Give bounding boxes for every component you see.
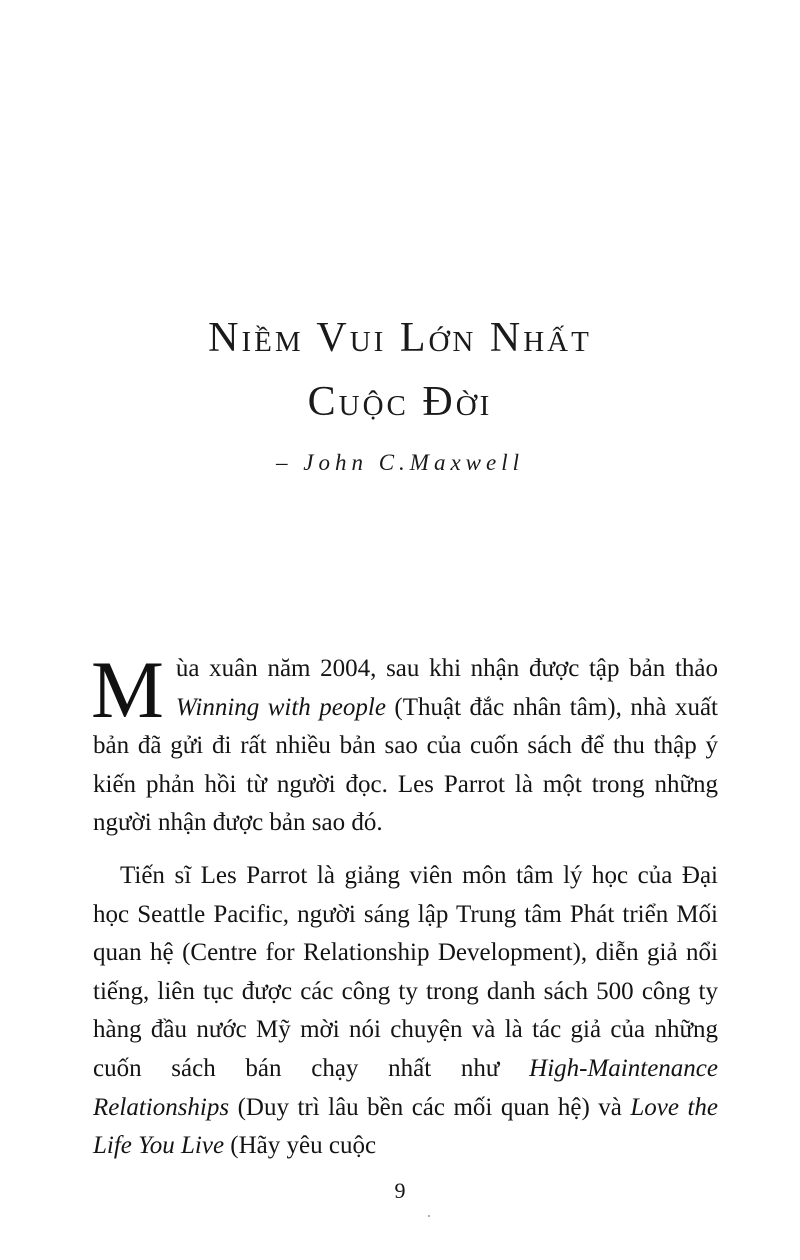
text-segment: ùa xuân năm 2004, sau khi nhận được tập bản thảo	[175, 655, 718, 682]
text-segment: (Duy trì lâu bền các mối quan hệ) và	[229, 1093, 631, 1121]
text-segment: Tiến sĩ Les Parrot là giảng viên môn tâm lý học của Đại học Seattle Pacific, người sáng lập Trung tâm Phát triển Mối quan hệ (Centre for Relationship Development), diễn giả nổi tiếng, liên tục được các công ty trong danh sách 500 công ty hàng đầu nước Mỹ mời nói chuyện và là tác giả của những cuốn sách bán chạy nhất như	[93, 861, 718, 1082]
book-title-love-the-life: Love the Life You Live	[93, 1093, 719, 1160]
chapter-title-line-2: Cuộc Đời	[307, 379, 493, 425]
paragraph-1	[91, 644, 718, 843]
chapter-title-line-1: Niềm Vui Lớn Nhất	[208, 315, 592, 361]
text-segment: (Hãy yêu cuộc	[224, 1132, 377, 1160]
book-title-high-maintenance: High-Maintenance Relationships	[93, 1054, 718, 1121]
drop-cap: M	[91, 644, 164, 735]
chapter-title	[0, 306, 800, 434]
chapter-author: – John C.Maxwell	[276, 450, 524, 475]
page-number: 9	[394, 1178, 406, 1203]
book-title-winning-with-people: Winning with people	[175, 693, 386, 721]
body-text	[91, 644, 719, 1180]
text-segment: (Thuật đắc nhân tâm), nhà xuất bản đã gửi đi rất nhiều bản sao của cuốn sách để thu thập ý kiến phản hồi từ người đọc. Les Parrot là một trong những người nhận được bản sao đó.	[93, 693, 718, 837]
paragraph-2	[93, 857, 718, 1166]
scan-speck	[428, 1215, 430, 1217]
